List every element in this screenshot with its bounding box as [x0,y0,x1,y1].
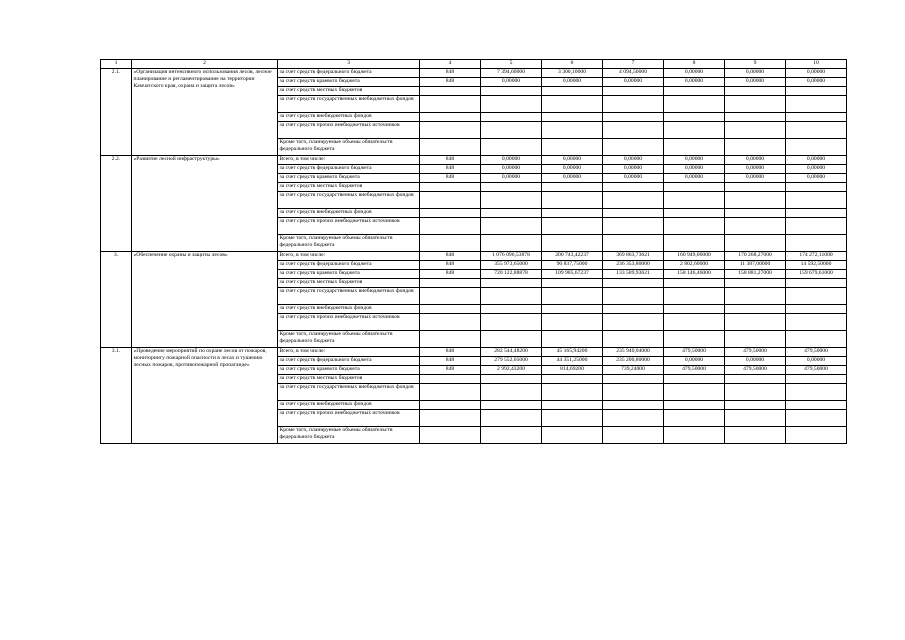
budget-code [420,279,481,288]
amount-cell: 0,00000 [542,165,603,174]
funding-source: Всего, в том числе: [278,348,420,357]
amount-cell [481,410,542,427]
amount-cell: 0,00000 [725,165,786,174]
amount-cell: 45 165,94200 [542,348,603,357]
amount-cell [603,305,664,314]
amount-cell [481,139,542,156]
amount-cell [603,192,664,209]
amount-cell: 282 544,48200 [481,348,542,357]
amount-cell [786,96,847,113]
budget-code [420,183,481,192]
amount-cell: 44 351,25000 [542,357,603,366]
amount-cell: 7 394,60000 [481,69,542,78]
budget-code [420,122,481,139]
amount-cell [481,384,542,401]
amount-cell [542,384,603,401]
amount-cell [542,235,603,252]
amount-cell [603,331,664,348]
amount-cell: 200 743,42237 [542,252,603,261]
amount-cell [481,192,542,209]
budget-code [420,427,481,444]
funding-source: за счет средств государственных внебюджетных фондов [278,192,420,209]
amount-cell: 0,00000 [725,357,786,366]
amount-cell [786,427,847,444]
amount-cell [664,113,725,122]
amount-cell [786,314,847,331]
section-number: 2.1. [101,69,132,156]
amount-cell [786,384,847,401]
table-row [101,69,847,78]
amount-cell: 355 973,65000 [481,261,542,270]
section-number: 3.1. [101,348,132,444]
amount-cell: 236 353,80000 [603,261,664,270]
amount-cell [542,122,603,139]
amount-cell: 11 387,00000 [725,261,786,270]
funding-source: за счет средств прочих внебюджетных источников [278,122,420,139]
amount-cell [481,122,542,139]
budget-code [420,288,481,305]
amount-cell [786,139,847,156]
table-row [101,348,847,357]
amount-cell [725,401,786,410]
section-name: «Обеспечение охраны и защиты лесов» [132,252,278,348]
funding-source: за счет средств прочих внебюджетных источников [278,410,420,427]
amount-cell: 0,00000 [664,69,725,78]
amount-cell: 109 905,67237 [542,270,603,279]
column-number-header: 10 [786,60,847,69]
budget-code: 848 [420,270,481,279]
amount-cell [664,384,725,401]
amount-cell [542,113,603,122]
amount-cell: 814,69200 [542,366,603,375]
funding-source: Кроме того, планируемые объемы обязательств федерального бюджета [278,427,420,444]
amount-cell [603,87,664,96]
amount-cell [481,113,542,122]
funding-source: за счет средств краевого бюджета [278,78,420,87]
amount-cell [603,235,664,252]
amount-cell [725,305,786,314]
budget-code [420,331,481,348]
amount-cell [603,113,664,122]
funding-source: за счет средств прочих внебюджетных источников [278,218,420,235]
amount-cell [481,288,542,305]
amount-cell [603,375,664,384]
amount-cell [542,401,603,410]
funding-source: Кроме того, планируемые объемы обязательств федерального бюджета [278,139,420,156]
amount-cell [481,314,542,331]
amount-cell [725,314,786,331]
table-row [101,252,847,261]
amount-cell [664,331,725,348]
amount-cell: 279 552,05000 [481,357,542,366]
amount-cell [664,288,725,305]
amount-cell [725,235,786,252]
amount-cell [786,218,847,235]
amount-cell: 0,00000 [481,165,542,174]
amount-cell [542,314,603,331]
amount-cell [542,375,603,384]
funding-source: за счет средств краевого бюджета [278,366,420,375]
amount-cell [481,305,542,314]
budget-code: 848 [420,357,481,366]
amount-cell [664,96,725,113]
amount-cell [542,139,603,156]
amount-cell [725,96,786,113]
funding-source: за счет средств внебюджетных фондов [278,113,420,122]
amount-cell [481,96,542,113]
amount-cell [725,384,786,401]
amount-cell [786,279,847,288]
amount-cell [725,192,786,209]
amount-cell [603,427,664,444]
budget-code: 848 [420,69,481,78]
amount-cell: 174 272,11000 [786,252,847,261]
amount-cell [664,235,725,252]
amount-cell: 90 837,75000 [542,261,603,270]
amount-cell [664,314,725,331]
funding-source: Всего, в том числе: [278,252,420,261]
amount-cell: 479,50000 [725,348,786,357]
budget-code: 848 [420,174,481,183]
amount-cell [542,427,603,444]
amount-cell [664,279,725,288]
amount-cell: 479,50000 [725,366,786,375]
amount-cell: 0,00000 [786,69,847,78]
amount-cell [725,218,786,235]
section-name: «Организация интенсивного использования лесов, лесное планирование и регламентирование на территории Камчатского края, охрана и защита лесов» [132,69,278,156]
amount-cell [786,183,847,192]
amount-cell [603,183,664,192]
budget-code [420,384,481,401]
amount-cell [664,122,725,139]
column-number-header: 9 [725,60,786,69]
amount-cell [481,209,542,218]
section-number: 3. [101,252,132,348]
budget-code [420,235,481,252]
amount-cell [603,401,664,410]
amount-cell [542,87,603,96]
amount-cell [542,331,603,348]
amount-cell [542,96,603,113]
funding-source: Кроме того, планируемые объемы обязательств федерального бюджета [278,331,420,348]
amount-cell [481,183,542,192]
amount-cell [542,288,603,305]
amount-cell [786,113,847,122]
amount-cell [664,427,725,444]
budget-code [420,410,481,427]
amount-cell [542,410,603,427]
amount-cell [603,218,664,235]
amount-cell [603,209,664,218]
budget-code: 848 [420,165,481,174]
amount-cell [481,401,542,410]
amount-cell: 0,00000 [786,165,847,174]
amount-cell [786,235,847,252]
amount-cell: 0,00000 [481,174,542,183]
amount-cell [725,410,786,427]
amount-cell [481,279,542,288]
amount-cell: 0,00000 [603,156,664,165]
amount-cell [786,410,847,427]
amount-cell [664,209,725,218]
amount-cell [481,375,542,384]
amount-cell: 0,00000 [786,174,847,183]
amount-cell [481,427,542,444]
amount-cell [725,183,786,192]
column-number-header: 6 [542,60,603,69]
funding-source: за счет средств федерального бюджета [278,357,420,366]
amount-cell: 739,24000 [603,366,664,375]
funding-source: за счет средств местных бюджетов [278,375,420,384]
amount-cell: 2 992,43200 [481,366,542,375]
budget-code [420,305,481,314]
amount-cell: 0,00000 [664,165,725,174]
amount-cell: 479,50000 [664,348,725,357]
amount-cell [786,209,847,218]
amount-cell: 133 509,93621 [603,270,664,279]
amount-cell: 0,00000 [786,156,847,165]
amount-cell [664,305,725,314]
amount-cell [542,192,603,209]
budget-code [420,401,481,410]
funding-source: за счет средств федерального бюджета [278,69,420,78]
funding-source: Кроме того, планируемые объемы обязательств федерального бюджета [278,235,420,252]
section-number: 2.2. [101,156,132,252]
amount-cell: 0,00000 [786,78,847,87]
amount-cell [542,183,603,192]
amount-cell [481,87,542,96]
budget-table [100,59,847,444]
amount-cell [725,375,786,384]
funding-source: за счет средств федерального бюджета [278,165,420,174]
funding-source: за счет средств прочих внебюджетных источников [278,314,420,331]
funding-source: Всего, в том числе: [278,156,420,165]
amount-cell: 0,00000 [542,156,603,165]
amount-cell: 0,00000 [481,156,542,165]
amount-cell [603,314,664,331]
amount-cell [664,183,725,192]
amount-cell [664,87,725,96]
amount-cell: 0,00000 [603,174,664,183]
budget-code: 848 [420,252,481,261]
budget-code [420,96,481,113]
budget-code: 848 [420,366,481,375]
amount-cell [481,218,542,235]
amount-cell [603,96,664,113]
amount-cell: 159 679,61000 [786,270,847,279]
budget-code [420,209,481,218]
budget-code [420,139,481,156]
budget-code: 848 [420,261,481,270]
amount-cell: 479,50000 [786,348,847,357]
amount-cell: 0,00000 [664,357,725,366]
amount-cell [786,331,847,348]
funding-source: за счет средств государственных внебюджетных фондов [278,96,420,113]
amount-cell [664,139,725,156]
amount-cell: 720 122,88878 [481,270,542,279]
amount-cell [664,192,725,209]
budget-code [420,375,481,384]
amount-cell [786,305,847,314]
column-number-header: 4 [420,60,481,69]
amount-cell [786,288,847,305]
amount-cell [542,218,603,235]
amount-cell [786,122,847,139]
amount-cell [725,427,786,444]
amount-cell [725,331,786,348]
amount-cell [603,139,664,156]
amount-cell [664,401,725,410]
amount-cell: 158 146,46000 [664,270,725,279]
amount-cell: 4 094,50000 [603,69,664,78]
amount-cell: 369 863,73621 [603,252,664,261]
amount-cell: 0,00000 [542,78,603,87]
amount-cell: 160 949,06000 [664,252,725,261]
column-number-header: 1 [101,60,132,69]
funding-source: за счет средств внебюджетных фондов [278,305,420,314]
funding-source: за счет средств государственных внебюджетных фондов [278,288,420,305]
budget-code [420,314,481,331]
amount-cell [725,209,786,218]
amount-cell: 479,50000 [786,366,847,375]
budget-code: 848 [420,348,481,357]
amount-cell [786,87,847,96]
amount-cell: 235 200,80000 [603,357,664,366]
amount-cell [725,122,786,139]
amount-cell [725,139,786,156]
funding-source: за счет средств внебюджетных фондов [278,401,420,410]
amount-cell [542,209,603,218]
column-number-header: 2 [132,60,278,69]
budget-code: 848 [420,78,481,87]
funding-source: за счет средств федерального бюджета [278,261,420,270]
amount-cell: 0,00000 [664,174,725,183]
amount-cell: 2 802,60000 [664,261,725,270]
amount-cell: 0,00000 [481,78,542,87]
table-header-row [101,60,847,69]
amount-cell: 14 592,50000 [786,261,847,270]
amount-cell: 0,00000 [664,156,725,165]
budget-code [420,113,481,122]
section-name: «Развитие лесной инфраструктуры» [132,156,278,252]
amount-cell [603,279,664,288]
amount-cell: 479,50000 [664,366,725,375]
amount-cell [725,279,786,288]
amount-cell: 0,00000 [542,174,603,183]
amount-cell [603,122,664,139]
amount-cell [786,375,847,384]
budget-code [420,218,481,235]
amount-cell: 170 268,27000 [725,252,786,261]
funding-source: за счет средств местных бюджетов [278,183,420,192]
amount-cell [603,384,664,401]
amount-cell [725,87,786,96]
amount-cell [664,218,725,235]
amount-cell: 0,00000 [725,174,786,183]
column-number-header: 5 [481,60,542,69]
amount-cell: 235 940,04000 [603,348,664,357]
amount-cell [542,305,603,314]
funding-source: за счет средств краевого бюджета [278,270,420,279]
amount-cell: 0,00000 [725,156,786,165]
amount-cell [542,279,603,288]
amount-cell: 3 300,10000 [542,69,603,78]
amount-cell [481,331,542,348]
amount-cell: 0,00000 [725,69,786,78]
funding-source: за счет средств краевого бюджета [278,174,420,183]
amount-cell [664,410,725,427]
budget-code [420,192,481,209]
column-number-header: 8 [664,60,725,69]
column-number-header: 7 [603,60,664,69]
budget-code: 848 [420,156,481,165]
amount-cell [603,410,664,427]
amount-cell: 0,00000 [725,78,786,87]
amount-cell: 0,00000 [786,357,847,366]
funding-source: за счет средств местных бюджетов [278,279,420,288]
amount-cell [786,192,847,209]
column-number-header: 3 [278,60,420,69]
amount-cell: 0,00000 [664,78,725,87]
amount-cell: 0,00000 [603,165,664,174]
amount-cell [481,235,542,252]
amount-cell [786,401,847,410]
funding-source: за счет средств внебюджетных фондов [278,209,420,218]
table-row [101,156,847,165]
amount-cell [664,375,725,384]
amount-cell: 158 881,27000 [725,270,786,279]
funding-source: за счет средств местных бюджетов [278,87,420,96]
amount-cell: 1 076 096,53878 [481,252,542,261]
section-name: «Проведение мероприятий по охране лесов от пожаров, мониторингу пожарной опасности в лесах и тушению лесных пожаров, противопожарной пропаганде» [132,348,278,444]
amount-cell: 0,00000 [603,78,664,87]
amount-cell [603,288,664,305]
budget-code [420,87,481,96]
funding-source: за счет средств государственных внебюджетных фондов [278,384,420,401]
amount-cell [725,288,786,305]
amount-cell [725,113,786,122]
